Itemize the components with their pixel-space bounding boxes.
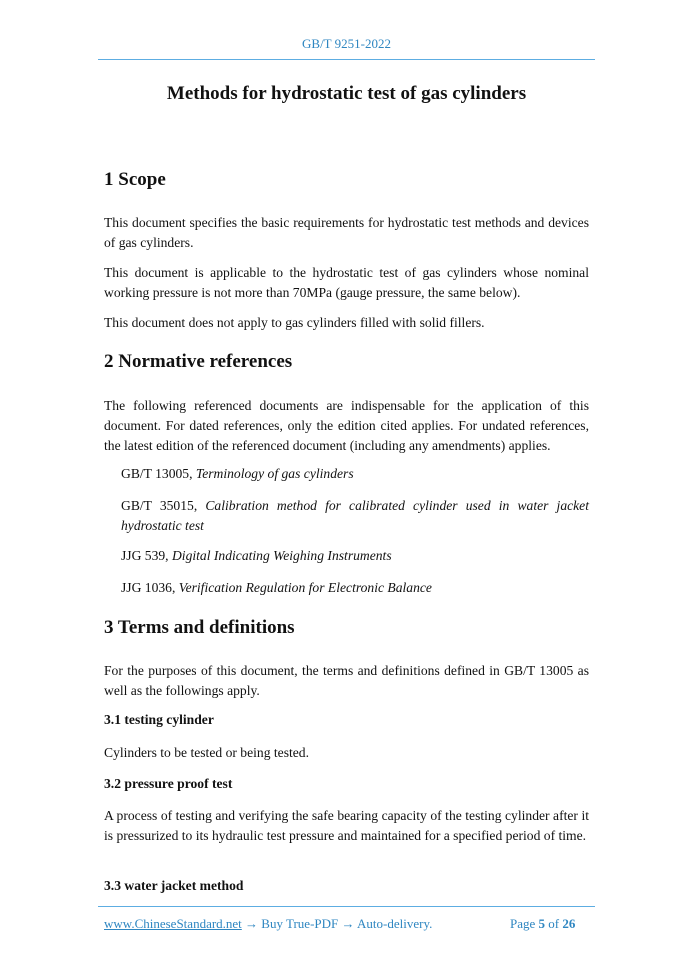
page-word: Page xyxy=(510,916,539,931)
reference-item xyxy=(121,464,589,484)
reference-code: GB/T 13005, xyxy=(121,466,196,481)
document-title: Methods for hydrostatic test of gas cylinders xyxy=(166,83,527,104)
section-heading-scope: 1 Scope xyxy=(104,169,166,190)
header-divider xyxy=(98,59,595,60)
normative-paragraph: The following referenced documents are indispensable for the application of this document. For dated references, only the edition cited applies. For undated references, the latest edition of the referenced document (including any amendments) applies. xyxy=(104,398,589,453)
footer-site-link[interactable]: www.ChineseStandard.net xyxy=(104,916,242,931)
scope-paragraph-2: This document is applicable to the hydrostatic test of gas cylinders whose nominal working pressure is not more than 70MPa (gauge pressure, the same below). xyxy=(104,265,589,300)
reference-code: JJG 1036, xyxy=(121,580,179,595)
footer-divider xyxy=(98,906,595,907)
reference-item xyxy=(121,578,589,598)
reference-item xyxy=(121,496,589,536)
term-label-water-jacket-method: 3.3 water jacket method xyxy=(104,878,244,893)
section-heading-normative-references: 2 Normative references xyxy=(104,351,293,372)
term-label-testing-cylinder: 3.1 testing cylinder xyxy=(104,712,214,727)
reference-title: Calibration method for calibrated cylinder used in water jacket hydrostatic test xyxy=(121,498,589,533)
reference-title: Terminology of gas cylinders xyxy=(195,466,354,481)
reference-title: Verification Regulation for Electronic Balance xyxy=(178,580,432,595)
scope-paragraph-1: This document specifies the basic requirements for hydrostatic test methods and devices of gas cylinders. xyxy=(104,215,589,250)
term-label-pressure-proof-test: 3.2 pressure proof test xyxy=(104,776,233,791)
section-heading-terms-definitions: 3 Terms and definitions xyxy=(104,617,295,638)
scope-paragraph-3: This document does not apply to gas cylinders filled with solid fillers. xyxy=(104,315,485,330)
footer-promo-text: → Buy True-PDF → Auto-delivery. xyxy=(241,916,433,931)
reference-code: JJG 539, xyxy=(121,548,172,563)
page-indicator xyxy=(510,916,575,932)
term-definition-testing-cylinder: Cylinders to be tested or being tested. xyxy=(104,745,309,760)
reference-code: GB/T 35015, xyxy=(121,498,206,513)
footer-promo xyxy=(104,916,432,932)
reference-title: Digital Indicating Weighing Instruments xyxy=(171,548,392,563)
reference-item xyxy=(121,546,589,566)
term-definition-pressure-proof-test: A process of testing and verifying the safe bearing capacity of the testing cylinder after it is pressurized to its hydraulic test pressure and maintained for a specified period of time. xyxy=(104,808,589,843)
page-current: 5 xyxy=(538,916,546,931)
terms-intro-paragraph: For the purposes of this document, the terms and definitions defined in GB/T 13005 as well as the followings apply. xyxy=(104,663,589,698)
header-standard-code: GB/T 9251-2022 xyxy=(302,36,391,51)
page-of: of xyxy=(545,916,563,931)
page-total: 26 xyxy=(562,916,576,931)
